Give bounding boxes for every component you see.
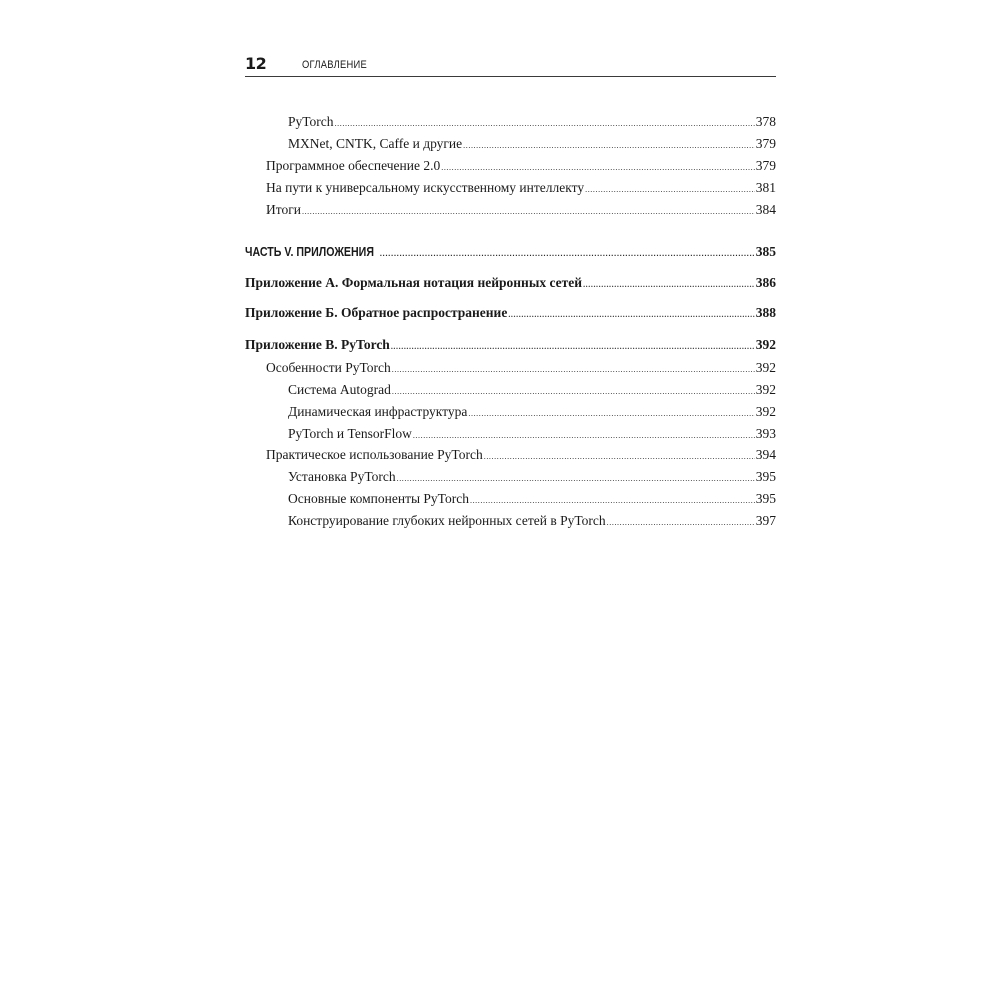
dot-leader — [607, 514, 755, 532]
toc-entry-practical-pytorch[interactable] — [266, 446, 776, 464]
toc-entry-label: Особенности PyTorch — [266, 360, 391, 375]
toc-entry-part-5[interactable] — [245, 243, 776, 261]
toc-entry-summary[interactable] — [266, 201, 776, 219]
toc-entry-page: 392 — [755, 337, 776, 352]
toc-entry-label: MXNet, CNTK, Caffe и другие — [288, 136, 463, 151]
toc-entry-label: Программное обеспечение 2.0 — [266, 158, 441, 173]
dot-leader — [335, 115, 755, 133]
toc-entry-label: ЧАСТЬ V. ПРИЛОЖЕНИЯ — [245, 245, 374, 259]
toc-entry-page: 384 — [755, 202, 776, 217]
toc-entry-label: Итоги — [266, 202, 301, 217]
toc-entry-page: 379 — [755, 158, 776, 173]
toc-entry-label: Система Autograd — [288, 382, 391, 397]
toc-entry-page: 395 — [755, 469, 776, 484]
toc-entry-dynamic-infrastructure[interactable] — [288, 403, 776, 421]
toc-entry-page: 378 — [755, 114, 776, 129]
toc-entry-agi[interactable] — [266, 179, 776, 197]
toc-entry-page: 381 — [755, 180, 776, 195]
toc-entry-label: Установка PyTorch — [288, 469, 396, 484]
toc-entry-page: 385 — [755, 244, 776, 259]
toc-entry-label: Приложение А. Формальная нотация нейронных сетей — [245, 275, 583, 290]
dot-leader — [468, 405, 754, 423]
toc-entry-building-deep-nets[interactable] — [288, 512, 776, 530]
toc-entry-page: 395 — [755, 491, 776, 506]
toc-entry-label: Динамическая инфраструктура — [288, 404, 468, 419]
dot-leader — [380, 245, 755, 263]
toc-entry-label: На пути к универсальному искусственному интеллекту — [266, 180, 585, 195]
toc-entry-pytorch-features[interactable] — [266, 359, 776, 377]
toc-entry-label: Приложение В. PyTorch — [245, 337, 390, 352]
toc-entry-label: Приложение Б. Обратное распространение — [245, 305, 508, 320]
dot-leader — [463, 137, 755, 155]
toc-entry-page: 388 — [755, 305, 776, 320]
toc-entry-page: 397 — [755, 513, 776, 528]
dot-leader — [441, 159, 755, 177]
dot-leader — [302, 203, 755, 221]
dot-leader — [413, 427, 755, 445]
toc-entry-page: 392 — [755, 360, 776, 375]
dot-leader — [392, 383, 755, 401]
toc-entry-appendix-a[interactable] — [245, 274, 776, 292]
toc-entry-mxnet-cntk-caffe[interactable] — [288, 135, 776, 153]
toc-entry-page: 392 — [755, 404, 776, 419]
toc-entry-appendix-v[interactable] — [245, 336, 776, 354]
toc-entry-software-2-0[interactable] — [266, 157, 776, 175]
toc-entry-install-pytorch[interactable] — [288, 468, 776, 486]
toc-entry-appendix-b[interactable] — [245, 304, 776, 322]
dot-leader — [391, 338, 755, 356]
dot-leader — [397, 470, 755, 488]
toc-entry-page: 379 — [755, 136, 776, 151]
toc-entry-label: Практическое использование PyTorch — [266, 447, 483, 462]
dot-leader — [470, 492, 755, 510]
toc-entry-label: PyTorch — [288, 114, 334, 129]
toc-entry-page: 392 — [755, 382, 776, 397]
toc-entry-autograd[interactable] — [288, 381, 776, 399]
table-of-contents — [245, 0, 776, 1000]
dot-leader — [585, 181, 755, 199]
toc-entry-page: 393 — [755, 426, 776, 441]
toc-entry-pytorch-tensorflow[interactable] — [288, 425, 776, 443]
dot-leader — [583, 276, 755, 294]
toc-entry-label: Основные компоненты PyTorch — [288, 491, 469, 506]
toc-entry-pytorch-components[interactable] — [288, 490, 776, 508]
dot-leader — [392, 361, 755, 379]
toc-entry-page: 386 — [755, 275, 776, 290]
toc-entry-label: PyTorch и TensorFlow — [288, 426, 412, 441]
running-header-title: ОГЛАВЛЕНИЕ — [302, 59, 367, 71]
toc-entry-label: Конструирование глубоких нейронных сетей в PyTorch — [288, 513, 606, 528]
toc-entry-pytorch[interactable] — [288, 113, 776, 131]
page-number: 12 — [245, 54, 267, 73]
dot-leader — [508, 306, 754, 324]
toc-entry-page: 394 — [755, 447, 776, 462]
dot-leader — [484, 448, 755, 466]
